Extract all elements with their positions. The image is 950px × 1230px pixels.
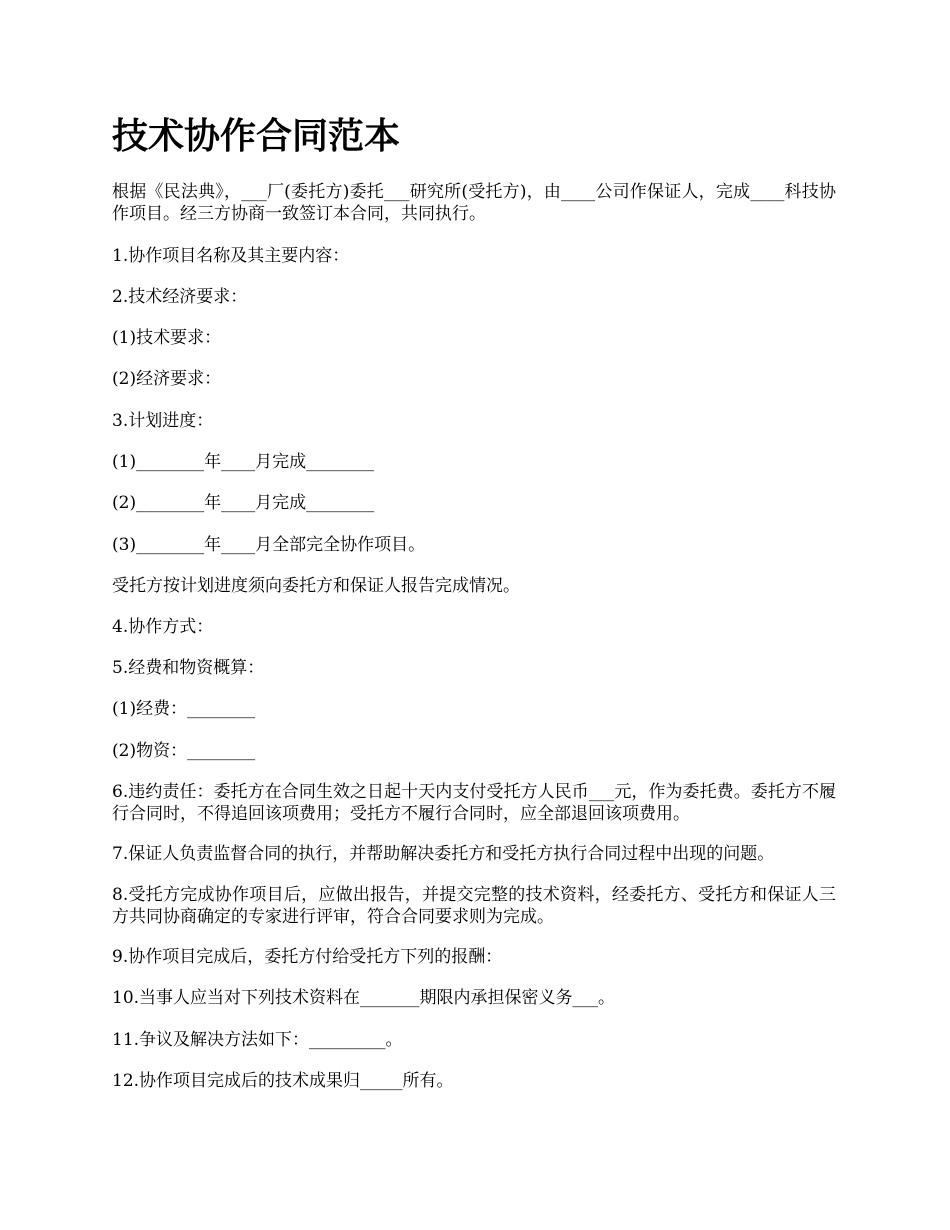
clause-3-note: 受托方按计划进度须向委托方和保证人报告完成情况。 bbox=[112, 576, 520, 596]
clause-5: 5.经费和物资概算： bbox=[112, 658, 265, 678]
clause-2-item-2: (2)经济要求： bbox=[112, 369, 222, 389]
clause-3-item-3: (3)________年____月全部完全协作项目。 bbox=[112, 535, 426, 555]
clause-5-item-2: (2)物资：________ bbox=[112, 741, 256, 761]
page-title: 技术协作合同范本 bbox=[112, 115, 401, 157]
clause-3-item-1: (1)________年____月完成________ bbox=[112, 452, 375, 472]
intro-paragraph: 根据《民法典》，___厂(委托方)委托___研究所(受托方)，由____公司作保证人，完成____科技协作项目。经三方协商一致签订本合同，共同执行。 bbox=[112, 182, 836, 224]
clause-4: 4.协作方式： bbox=[112, 617, 214, 637]
clause-2-item-1: (1)技术要求： bbox=[112, 328, 222, 348]
clause-11: 11.争议及解决方法如下：_________。 bbox=[112, 1030, 403, 1050]
clause-3-item-2: (2)________年____月完成________ bbox=[112, 493, 375, 513]
clause-5-item-1: (1)经费：________ bbox=[112, 699, 256, 719]
clause-8: 8.受托方完成协作项目后，应做出报告，并提交完整的技术资料，经委托方、受托方和保证人三方共同协商确定的专家进行评审，符合合同要求则为完成。 bbox=[112, 885, 836, 927]
clause-12: 12.协作项目完成后的技术成果归_____所有。 bbox=[112, 1071, 454, 1091]
clause-9: 9.协作项目完成后，委托方付给受托方下列的报酬： bbox=[112, 947, 503, 967]
clause-3: 3.计划进度： bbox=[112, 411, 214, 431]
clause-1: 1.协作项目名称及其主要内容： bbox=[112, 246, 350, 266]
clause-7: 7.保证人负责监督合同的执行，并帮助解决委托方和受托方执行合同过程中出现的问题。 bbox=[112, 844, 775, 864]
clause-2: 2.技术经济要求： bbox=[112, 287, 248, 307]
clause-6: 6.违约责任：委托方在合同生效之日起十天内支付受托方人民币___元，作为委托费。委托方不履行合同时，不得追回该项费用；受托方不履行合同时，应全部退回该项费用。 bbox=[112, 782, 836, 824]
clause-10: 10.当事人应当对下列技术资料在_______期限内承担保密义务___。 bbox=[112, 988, 616, 1008]
